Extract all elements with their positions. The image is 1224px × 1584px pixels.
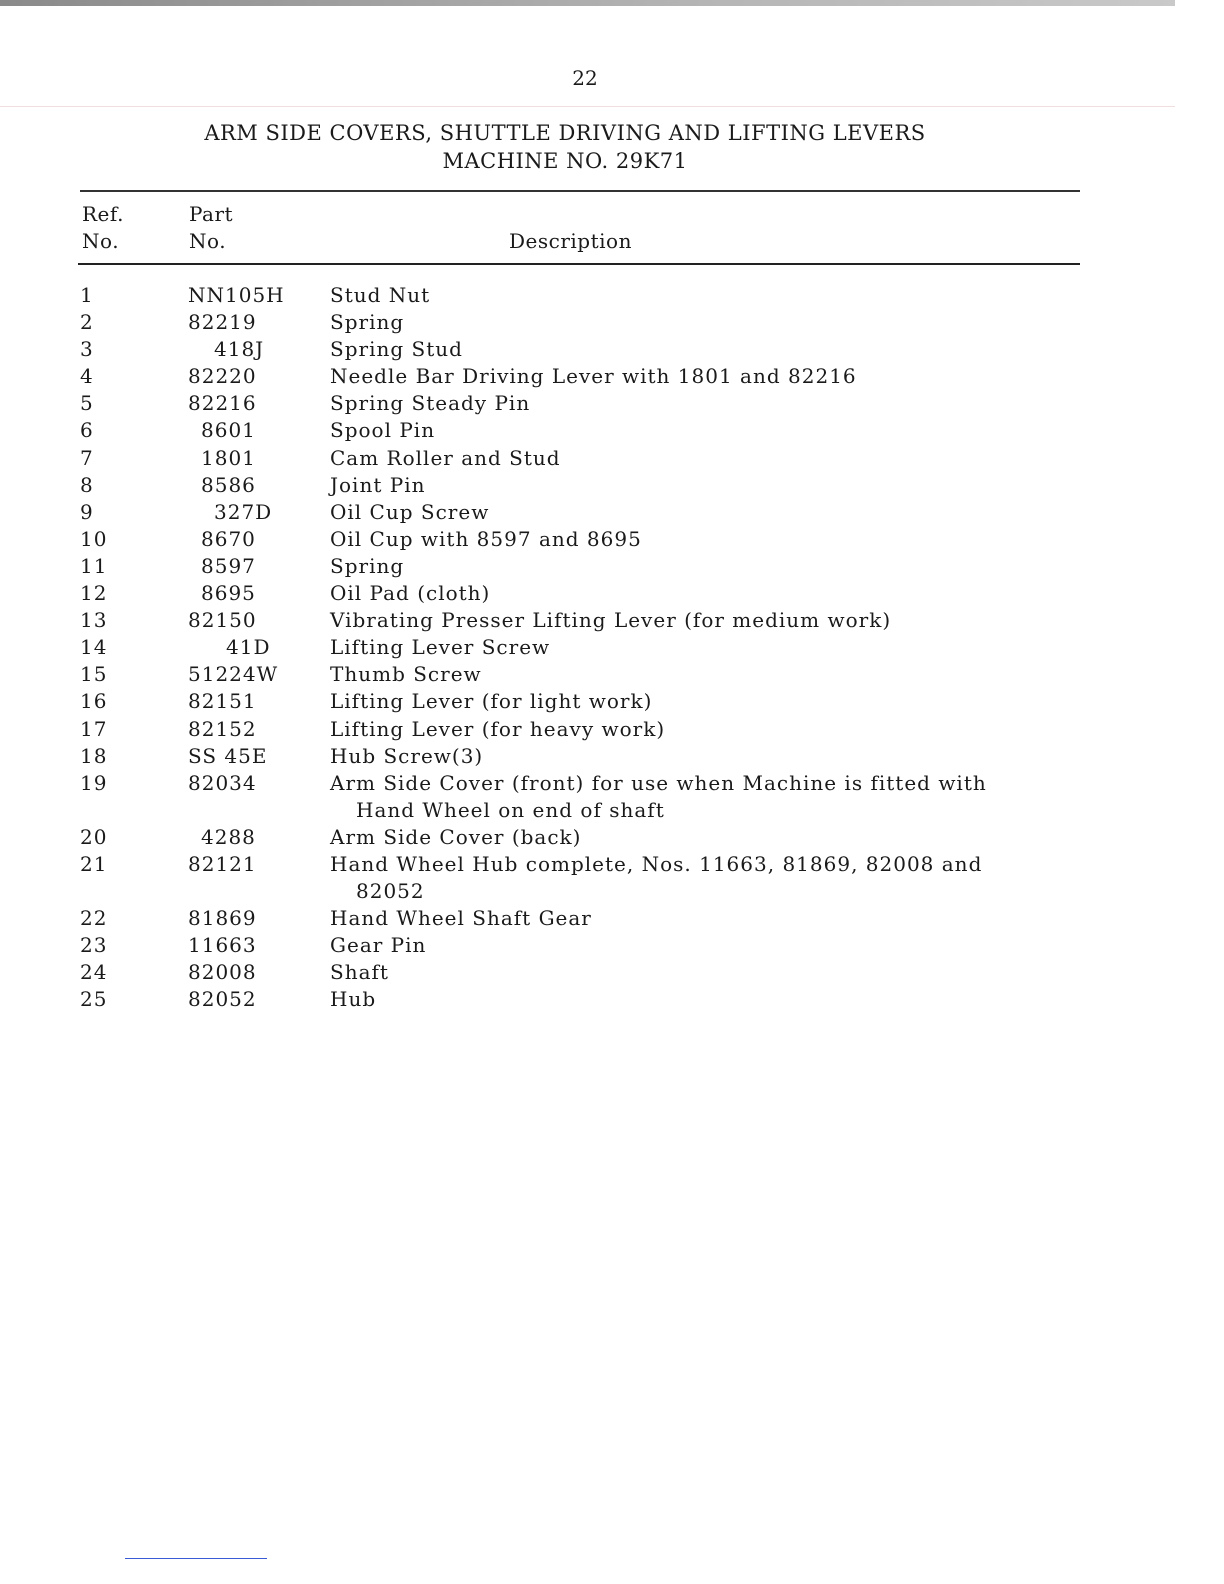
description-line: Oil Cup Screw [330, 499, 490, 524]
part-number [188, 390, 330, 417]
description-continuation: 82052 [356, 879, 425, 904]
ref-number: 17 [80, 716, 108, 741]
part-description [330, 526, 1080, 553]
part-description [330, 336, 1080, 363]
ref-number: 1 [80, 283, 94, 307]
part-number [188, 417, 330, 444]
header-part-line2: No. [189, 229, 227, 253]
description-line: Hub Screw(3) [330, 743, 484, 768]
parts-list [80, 282, 1080, 1014]
part-description [330, 986, 1080, 1013]
part-number [188, 336, 330, 363]
description-line: Gear Pin [330, 933, 427, 958]
part-description [330, 688, 1080, 715]
part-description [330, 417, 1080, 444]
ref-number: 8 [80, 472, 94, 497]
description-line: Hand Wheel Hub complete, Nos. 11663, 81869, 82008 and [330, 851, 983, 876]
part-number-text: 51224W [188, 662, 279, 687]
part-description [330, 905, 1080, 932]
header-ref-no [82, 201, 124, 255]
part-description [330, 824, 1080, 851]
description-line: Cam Roller and Stud [330, 445, 561, 470]
part-number [188, 309, 330, 336]
part-number-text: 82121 [188, 851, 257, 876]
ref-number: 14 [80, 635, 108, 660]
description-line: Spring Stud [330, 337, 463, 362]
part-number-text: 82151 [188, 689, 257, 714]
part-number [188, 959, 330, 986]
part-number-text: 82216 [188, 391, 257, 416]
part-row [80, 959, 1080, 986]
title-line-1: ARM SIDE COVERS, SHUTTLE DRIVING AND LIFTING LEVERS [204, 121, 926, 145]
description-line: Hub [330, 987, 377, 1012]
description-line: Lifting Lever (for heavy work) [330, 716, 666, 741]
description-line: Spool Pin [330, 418, 436, 443]
description-line: Hand Wheel Shaft Gear [330, 906, 592, 931]
part-row [80, 634, 1080, 661]
description-line: Shaft [330, 960, 389, 985]
part-row [80, 932, 1080, 959]
part-description [330, 553, 1080, 580]
ref-number: 13 [80, 608, 108, 633]
part-description [330, 851, 1080, 905]
header-part-no [189, 201, 233, 255]
part-row [80, 905, 1080, 932]
scan-top-edge [0, 0, 1175, 6]
ref-number: 18 [80, 743, 108, 768]
ref-number: 4 [80, 364, 94, 389]
part-description [330, 716, 1080, 743]
part-number [188, 363, 330, 390]
header-ref-line1: Ref. [82, 202, 124, 226]
part-number [188, 824, 330, 851]
ref-number: 12 [80, 581, 108, 606]
header-ref-line2: No. [82, 229, 120, 253]
part-description [330, 309, 1080, 336]
part-description [330, 499, 1080, 526]
part-number [188, 634, 330, 661]
table-header-rule [78, 263, 1080, 265]
title-line-2: MACHINE NO. 29K71 [442, 149, 688, 173]
part-description [330, 445, 1080, 472]
part-description [330, 661, 1080, 688]
ref-number: 15 [80, 662, 108, 687]
header-part-line1: Part [189, 202, 234, 226]
part-number-text: 81869 [188, 906, 257, 931]
part-row [80, 986, 1080, 1013]
part-row [80, 743, 1080, 770]
part-description [330, 932, 1080, 959]
part-description [330, 634, 1080, 661]
ref-number: 10 [80, 526, 108, 551]
ref-number: 24 [80, 960, 108, 985]
description-line: Vibrating Presser Lifting Lever (for medium work) [330, 608, 892, 633]
part-number-text: 8601 [201, 418, 256, 443]
part-row [80, 716, 1080, 743]
part-number-text: 41D [226, 635, 271, 660]
ref-number: 9 [80, 499, 94, 524]
part-number-text: 4288 [201, 824, 256, 849]
part-number-text: 82219 [188, 310, 257, 335]
part-number-text: 82152 [188, 716, 257, 741]
ref-number: 19 [80, 770, 108, 795]
part-description [330, 607, 1080, 634]
part-number-text: 8597 [201, 553, 256, 578]
part-row [80, 363, 1080, 390]
part-number-text: 1801 [201, 445, 256, 470]
description-line: Lifting Lever Screw [330, 635, 551, 660]
part-number [188, 716, 330, 743]
part-row [80, 282, 1080, 309]
description-line: Spring [330, 553, 405, 578]
part-description [330, 363, 1080, 390]
part-number-text: NN105H [188, 283, 285, 307]
ref-number: 11 [80, 553, 108, 578]
page-title [130, 119, 1000, 175]
part-number [188, 472, 330, 499]
ref-number: 6 [80, 418, 94, 443]
ref-number: 22 [80, 906, 108, 931]
description-line: Needle Bar Driving Lever with 1801 and 82216 [330, 364, 857, 389]
part-number-text: 82052 [188, 987, 257, 1012]
header-description: Description [509, 229, 632, 253]
part-number-text: 8670 [201, 526, 256, 551]
part-row [80, 390, 1080, 417]
part-number [188, 607, 330, 634]
part-number [188, 932, 330, 959]
part-number-text: 8695 [201, 581, 256, 606]
part-number [188, 445, 330, 472]
part-number [188, 851, 330, 905]
ref-number: 20 [80, 824, 108, 849]
description-line: Spring [330, 310, 405, 335]
divider-faint [0, 106, 1175, 107]
description-line: Arm Side Cover (back) [330, 824, 582, 849]
bottom-scan-mark [125, 1558, 267, 1559]
part-description [330, 959, 1080, 986]
description-line: Lifting Lever (for light work) [330, 689, 653, 714]
part-row [80, 499, 1080, 526]
part-description [330, 743, 1080, 770]
part-row [80, 851, 1080, 905]
part-number [188, 553, 330, 580]
part-row [80, 553, 1080, 580]
part-row [80, 336, 1080, 363]
part-number [188, 743, 330, 770]
part-row [80, 417, 1080, 444]
part-number-text: 82150 [188, 608, 257, 633]
part-number-text: 8586 [201, 472, 256, 497]
part-row [80, 526, 1080, 553]
description-line: Oil Cup with 8597 and 8695 [330, 526, 642, 551]
ref-number: 5 [80, 391, 94, 416]
part-row [80, 824, 1080, 851]
part-number [188, 526, 330, 553]
part-number-text: 82008 [188, 960, 257, 985]
description-line: Spring Steady Pin [330, 391, 531, 416]
part-description [330, 390, 1080, 417]
part-row [80, 309, 1080, 336]
page-number: 22 [572, 66, 598, 90]
ref-number: 25 [80, 987, 108, 1012]
part-row [80, 688, 1080, 715]
ref-number: 2 [80, 310, 94, 335]
part-row [80, 580, 1080, 607]
ref-number: 23 [80, 933, 108, 958]
part-number-text: SS 45E [188, 743, 268, 768]
part-number [188, 905, 330, 932]
description-line: Arm Side Cover (front) for use when Machine is fitted with [330, 770, 987, 795]
part-row [80, 607, 1080, 634]
part-number-text: 82220 [188, 364, 257, 389]
part-number [188, 986, 330, 1013]
part-number [188, 770, 330, 824]
part-description [330, 580, 1080, 607]
part-row [80, 445, 1080, 472]
ref-number: 16 [80, 689, 108, 714]
part-number [188, 661, 330, 688]
description-line: Joint Pin [330, 472, 426, 497]
description-line: Thumb Screw [330, 662, 482, 687]
part-number [188, 688, 330, 715]
part-description [330, 472, 1080, 499]
part-number [188, 282, 330, 309]
part-number [188, 580, 330, 607]
description-line: Stud Nut [330, 283, 431, 307]
part-description [330, 282, 1080, 309]
table-top-rule [80, 190, 1080, 192]
part-number [188, 499, 330, 526]
part-number-text: 418J [214, 337, 265, 362]
part-row [80, 770, 1080, 824]
part-description [330, 770, 1080, 824]
part-row [80, 472, 1080, 499]
part-number-text: 327D [214, 499, 273, 524]
description-line: Oil Pad (cloth) [330, 581, 491, 606]
description-continuation: Hand Wheel on end of shaft [356, 797, 665, 822]
part-row [80, 661, 1080, 688]
part-number-text: 11663 [188, 933, 257, 958]
ref-number: 3 [80, 337, 94, 362]
part-number-text: 82034 [188, 770, 257, 795]
ref-number: 7 [80, 445, 94, 470]
ref-number: 21 [80, 851, 108, 876]
